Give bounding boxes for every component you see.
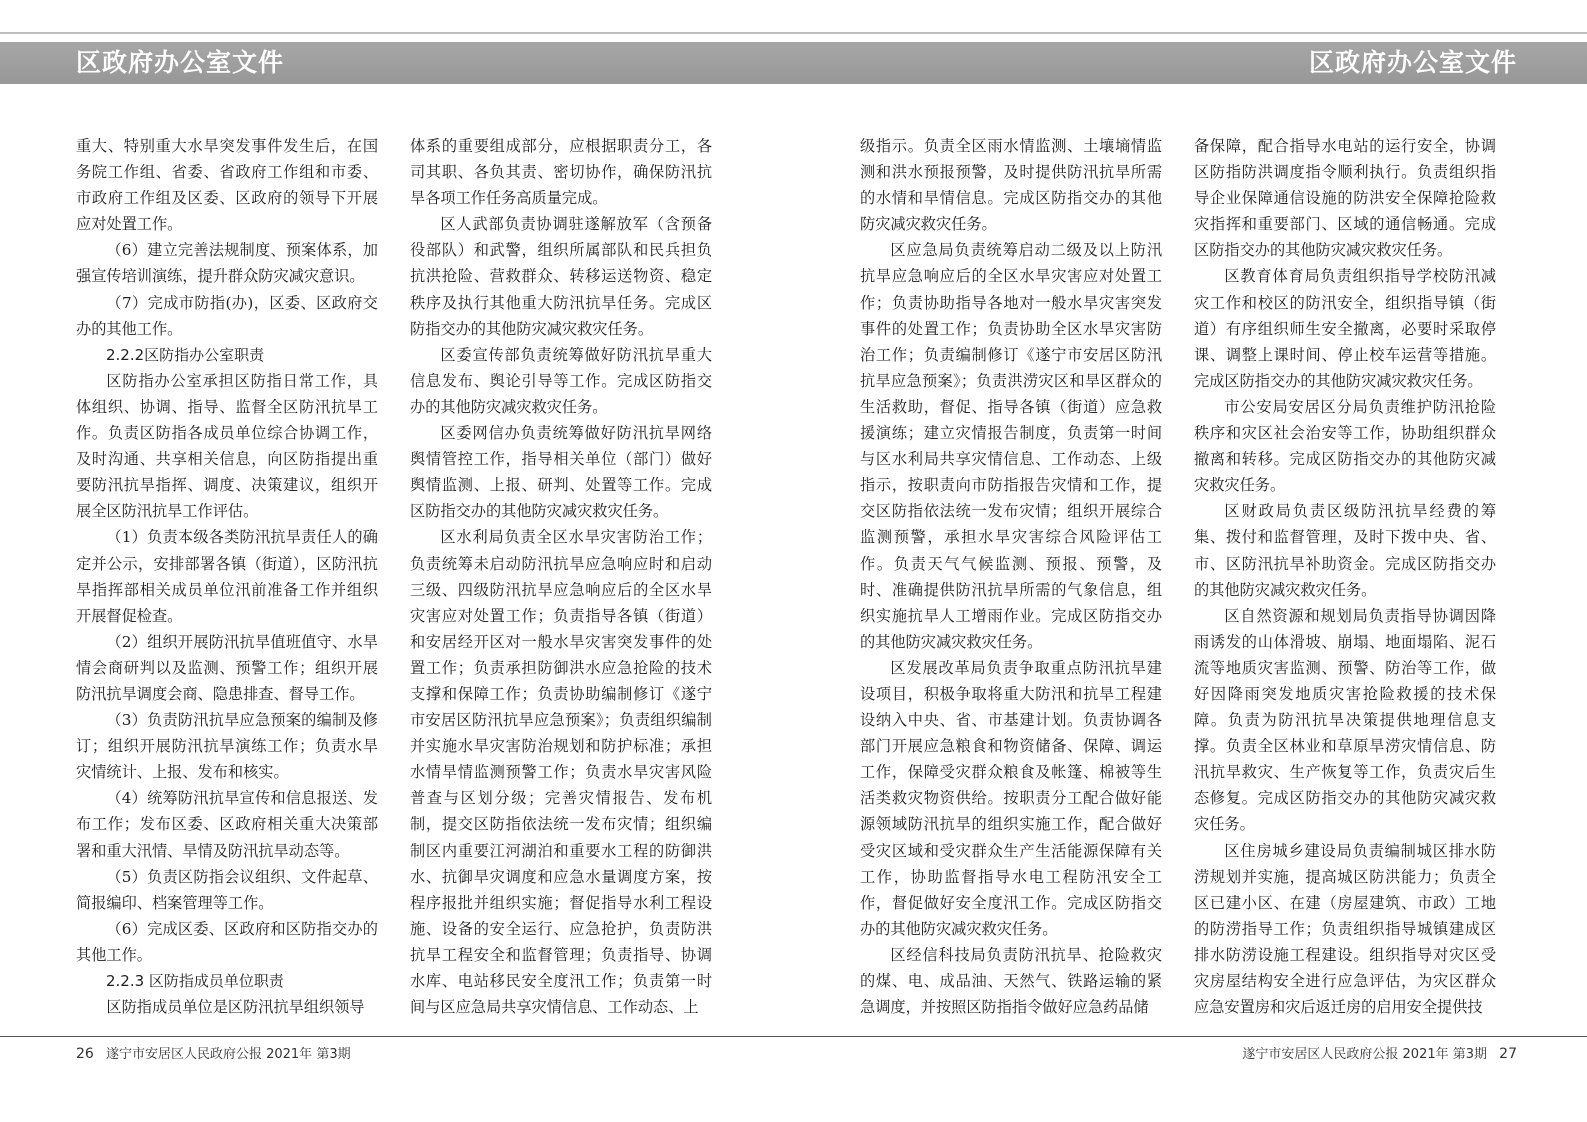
section-heading: 2.2.2区防指办公室职责 (106, 345, 265, 364)
footer-rule-left (0, 1036, 793, 1037)
paragraph: 区防指办公室承担区防指日常工作，具体组织、协调、指导、监督全区防汛抗旱工作。负责区防指各成员单位综合协调工作，及时沟通、共享相关信息，向区防指提出重要防汛抗旱指挥、调度、决策建议，组织开展全区防汛抗旱工作评估。 (76, 371, 378, 521)
paragraph: （5）负责区防指会议组织、文件起草、简报编印、档案管理等工作。 (76, 867, 378, 912)
paragraph: 区自然资源和规划局负责指导协调因降雨诱发的山体滑坡、崩塌、地面塌陷、泥石流等地质灾害监测、预警、防治等工作，做好因降雨突发地质灾害抢险救援的技术保障。负责为防汛抗旱决策提供地理信息支撑。负责全区林业和草原旱涝灾情信息、防汛抗旱救灾、生产恢复等工作，负责灾后生态修复。完成区防指交办的其他防灾减灾救灾任务。 (1194, 606, 1496, 834)
paragraph: 区水利局负责全区水旱灾害防治工作；负责统筹未启动防汛抗旱应急响应时和启动三级、四级防汛抗旱应急响应后的全区水旱灾害应对处置工作；负责指导各镇（街道）和安居经开区对一般水旱灾害突发事件的处置工作；负责承担防御洪水应急抢险的技术支撑和保障工作；负责协助编制修订《遂宁市安居区防汛抗旱应急预案》；负责组织编制并实施水旱灾害防治规划和防护标准；承担水情旱情监测预警工作；负责水旱灾害风险普查与区划分级；完善灾情报告、发布机制，提交区防指依法统一发布灾情；组织编制区内重要江河湖泊和重要水工程的防御洪水、抗御旱灾调度和应急水量调度方案，按程序报批并组织实施；督促指导水利工程设施、设备的安全运行、应急抢护，负责防洪抗旱工程安全和监督管理；负责指导、协调水库、电站移民安全度汛工作；负责第一时间与区应急局共享灾情信息、工作动态、上 (410, 528, 712, 1017)
text-column-1 (76, 133, 378, 1020)
footer-rule-right (793, 1036, 1587, 1037)
paragraph: 区委宣传部负责统筹做好防汛抗旱重大信息发布、舆论引导等工作。完成区防指交办的其他防灾减灾救灾任务。 (410, 345, 712, 416)
paragraph: 区教育体育局负责组织指导学校防汛减灾工作和校区的防汛安全，组织指导镇（街道）有序组织师生安全撤离，必要时采取停课、调整上课时间、停止校车运营等措施。完成区防指交办的其他防灾减灾救灾任务。 (1194, 267, 1496, 390)
paragraph: 级指示。负责全区雨水情监测、土壤墒情监测和洪水预报预警，及时提供防汛抗旱所需的水情和旱情信息。完成区防指交办的其他防灾减灾救灾任务。 (860, 137, 1162, 234)
paragraph: 区应急局负责统筹启动二级及以上防汛抗旱应急响应后的全区水旱灾害应对处置工作；负责协助指导各地对一般水旱灾害突发事件的处置工作；负责协助全区水旱灾害防治工作；负责编制修订《遂宁市安居区防汛抗旱应急预案》；负责洪涝灾区和旱区群众的生活救助，督促、指导各镇（街道）应急救援演练；建立灾情报告制度，负责第一时间与区水利局共享灾情信息、工作动态、上级指示，按职责向市防指报告灾情和工作，提交区防指依法统一发布灾情；组织开展综合监测预警，承担水旱灾害综合风险评估工作。负责天气气候监测、预报、预警，及时、准确提供防汛抗旱所需的气象信息，组织实施抗旱人工增雨作业。完成区防指交办的其他防灾减灾救灾任务。 (860, 241, 1162, 651)
paragraph: （7）完成市防指(办)，区委、区政府交办的其他工作。 (76, 293, 378, 338)
page-number-left: 26 (76, 1046, 94, 1062)
page-number-right: 27 (1499, 1046, 1517, 1062)
paragraph: （1）负责本级各类防汛抗旱责任人的确定并公示，安排部署各镇（街道），区防汛抗旱指挥部相关成员单位汛前准备工作并组织开展督促检查。 (76, 528, 378, 625)
paragraph: 市公安局安居区分局负责维护防汛抢险秩序和灾区社会治安等工作，协助组织群众撤离和转移。完成区防指交办的其他防灾减灾救灾任务。 (1194, 397, 1496, 495)
paragraph: （4）统筹防汛抗旱宣传和信息报送、发布工作；发布区委、区政府相关重大决策部署和重大汛情、旱情及防汛抗旱动态等。 (76, 789, 378, 860)
paragraph: 区委网信办负责统筹做好防汛抗旱网络舆情管控工作，指导相关单位（部门）做好舆情监测、上报、研判、处置等工作。完成区防指交办的其他防灾减灾救灾任务。 (410, 424, 712, 521)
paragraph: （2）组织开展防汛抗旱值班值守、水旱情会商研判以及监测、预警工作；组织开展防汛抗旱调度会商、隐患排查、督导工作。 (76, 632, 378, 703)
header-title-right: 区政府办公室文件 (1308, 48, 1517, 77)
paragraph: （6）完成区委、区政府和区防指交办的其他工作。 (76, 919, 378, 964)
paragraph: 区经信科技局负责防汛抗旱、抢险救灾的煤、电、成品油、天然气、铁路运输的紧急调度，并按照区防指指令做好应急药品储 (860, 945, 1162, 1017)
paragraph: （3）负责防汛抗旱应急预案的编制及修订；组织开展防汛抗旱演练工作；负责水旱灾情统计、上报、发布和核实。 (76, 711, 378, 782)
header-title-left: 区政府办公室文件 (76, 48, 285, 77)
footer-left (76, 1044, 351, 1065)
paragraph: 重大、特别重大水旱突发事件发生后，在国务院工作组、省委、省政府工作组和市委、市政府工作组及区委、区政府的领导下开展应对处置工作。 (76, 137, 378, 234)
text-column-4 (1194, 133, 1496, 1020)
text-column-2 (410, 133, 712, 1020)
footer-publication-right: 遂宁市安居区人民政府公报 2021年 第3期 (1242, 1047, 1488, 1062)
top-rule (0, 32, 1587, 34)
paragraph: （6）建立完善法规制度、预案体系，加强宣传培训演练，提升群众防灾减灾意识。 (76, 241, 378, 286)
paragraph: 体系的重要组成部分，应根据职责分工，各司其职、各负其责、密切协作，确保防汛抗旱各项工作任务高质量完成。 (410, 137, 712, 208)
paragraph: 备保障，配合指导水电站的运行安全，协调区防指防洪调度指令顺利执行。负责组织指导企业保障通信设施的防洪安全保障抢险救灾指挥和重要部门、区域的通信畅通。完成区防指交办的其他防灾减灾救灾任务。 (1194, 137, 1496, 260)
paragraph: 区人武部负责协调驻遂解放军（含预备役部队）和武警，组织所属部队和民兵担负抗洪抢险、营救群众、转移运送物资、稳定秩序及执行其他重大防汛抗旱任务。完成区防指交办的其他防灾减灾救灾任务。 (410, 215, 712, 338)
paragraph: 区住房城乡建设局负责编制城区排水防涝规划并实施，提高城区防洪能力；负责全区已建小区、在建（房屋建筑、市政）工地的防涝指导工作；负责组织指导城镇建成区排水防涝设施工程建设。组织指导对灾区受灾房屋结构安全进行应急评估，为灾区群众应急安置房和灾后返迁房的启用安全提供技 (1194, 841, 1496, 1017)
footer-publication-left: 遂宁市安居区人民政府公报 2021年 第3期 (105, 1047, 351, 1062)
section-heading: 2.2.3 区防指成员单位职责 (106, 972, 284, 990)
paragraph: 区防指成员单位是区防汛抗旱组织领导 (106, 998, 365, 1017)
header-band (0, 42, 1587, 84)
paragraph: 区发展改革局负责争取重点防汛抗旱建设项目，积极争取将重大防汛和抗旱工程建设纳入中央、省、市基建计划。负责协调各部门开展应急粮食和物资储备、保障、调运工作，保障受灾群众粮食及帐篷、棉被等生活类救灾物资供给。按职责分工配合做好能源领域防汛抗旱的组织实施工作，配合做好受灾区域和受灾群众生产生活能源保障有关工作，协助监督指导水电工程防汛安全工作，督促做好安全度汛工作。完成区防指交办的其他防灾减灾救灾任务。 (860, 658, 1162, 938)
paragraph: 区财政局负责区级防汛抗旱经费的筹集、拨付和监督管理，及时下拨中央、省、市、区防汛抗旱补助资金。完成区防指交办的其他防灾减灾救灾任务。 (1194, 502, 1496, 599)
footer-right (1242, 1044, 1517, 1065)
text-column-3 (860, 133, 1162, 1020)
